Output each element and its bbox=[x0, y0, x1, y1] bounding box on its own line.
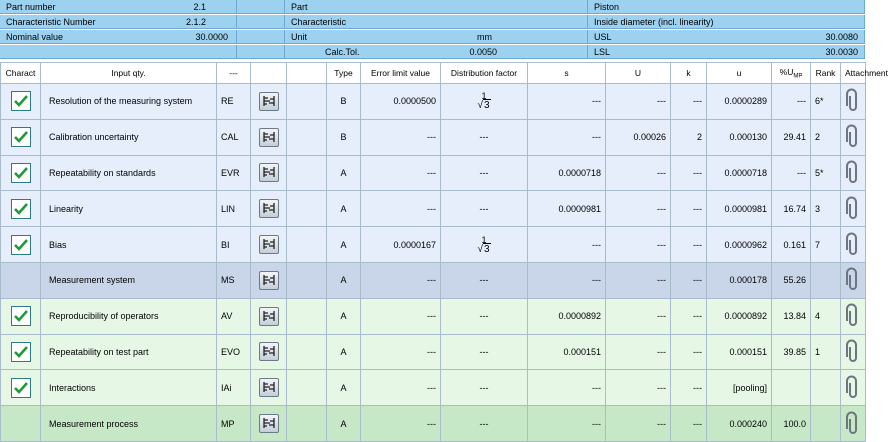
paperclip-icon[interactable] bbox=[846, 196, 860, 222]
attachment-cell[interactable] bbox=[841, 84, 866, 120]
u-cell: 0.0000289 bbox=[707, 84, 772, 120]
graph-button-cell[interactable] bbox=[251, 119, 287, 155]
input-qty-abbr: RE bbox=[217, 84, 251, 120]
distribution-cell bbox=[441, 227, 528, 263]
error-limit-cell: --- bbox=[361, 298, 441, 334]
sqrt3-fraction bbox=[477, 235, 490, 255]
distribution-cell: --- bbox=[441, 370, 528, 406]
error-limit-cell: --- bbox=[361, 155, 441, 191]
u-cell: [pooling] bbox=[707, 370, 772, 406]
rank-cell: 7 bbox=[811, 227, 841, 263]
checkbox[interactable] bbox=[11, 199, 31, 219]
chart-icon bbox=[262, 380, 276, 394]
paperclip-icon[interactable] bbox=[846, 375, 860, 401]
u-cell: 0.000151 bbox=[707, 334, 772, 370]
k-cell: --- bbox=[671, 84, 707, 120]
table-row bbox=[1, 334, 866, 370]
s-cell: --- bbox=[528, 84, 606, 120]
u-cell: 0.0000981 bbox=[707, 191, 772, 227]
k-cell: --- bbox=[671, 406, 707, 442]
input-qty-name: Repeatability on standards bbox=[41, 155, 217, 191]
table-row bbox=[1, 119, 866, 155]
col-pct[interactable]: $\%U_{MP}$ bbox=[772, 63, 811, 84]
col-U[interactable]: U bbox=[606, 63, 671, 84]
s-cell: --- bbox=[528, 227, 606, 263]
U-cell: --- bbox=[606, 370, 671, 406]
paperclip-icon[interactable] bbox=[846, 88, 860, 114]
graph-button-cell[interactable] bbox=[251, 227, 287, 263]
table-row bbox=[1, 227, 866, 263]
calctol-label: Calc.Tol. 0.0050 bbox=[285, 45, 588, 59]
graph-button[interactable] bbox=[259, 414, 279, 433]
s-cell: --- bbox=[528, 370, 606, 406]
graph-button-cell[interactable] bbox=[251, 334, 287, 370]
pct-cell: 29.41 bbox=[772, 119, 811, 155]
s-cell: --- bbox=[528, 119, 606, 155]
charact-cell[interactable] bbox=[1, 84, 41, 120]
rank-cell bbox=[811, 370, 841, 406]
u-cell: 0.000178 bbox=[707, 262, 772, 298]
chart-icon bbox=[262, 273, 276, 287]
paperclip-icon[interactable] bbox=[846, 411, 860, 437]
k-cell: --- bbox=[671, 370, 707, 406]
table-row bbox=[1, 191, 866, 227]
distribution-cell: --- bbox=[441, 406, 528, 442]
type-cell: A bbox=[327, 334, 361, 370]
radical-sign: √ bbox=[477, 243, 483, 255]
rank-cell: 6* bbox=[811, 84, 841, 120]
graph-button-cell[interactable] bbox=[251, 191, 287, 227]
checkbox[interactable] bbox=[11, 163, 31, 183]
U-cell: --- bbox=[606, 262, 671, 298]
distribution-cell: --- bbox=[441, 334, 528, 370]
checkbox[interactable] bbox=[11, 235, 31, 255]
graph-button-cell[interactable] bbox=[251, 406, 287, 442]
fraction-numerator: 1 bbox=[481, 234, 487, 245]
U-cell: --- bbox=[606, 191, 671, 227]
pct-cell: 0.161 bbox=[772, 227, 811, 263]
chart-icon bbox=[262, 165, 276, 179]
s-cell: --- bbox=[528, 406, 606, 442]
table-row bbox=[1, 406, 866, 442]
rank-cell: 2 bbox=[811, 119, 841, 155]
s-cell: 0.000151 bbox=[528, 334, 606, 370]
col-attachment[interactable]: Attachment bbox=[841, 63, 866, 84]
graph-button-cell[interactable] bbox=[251, 84, 287, 120]
input-qty-name: Linearity bbox=[41, 191, 217, 227]
col-s[interactable]: s bbox=[528, 63, 606, 84]
radical-sign: √ bbox=[477, 100, 483, 112]
input-qty-name: Repeatability on test part bbox=[41, 334, 217, 370]
graph-button[interactable] bbox=[259, 199, 279, 218]
k-cell: --- bbox=[671, 227, 707, 263]
input-qty-name: Reproducibility of operators bbox=[41, 298, 217, 334]
checkbox[interactable] bbox=[11, 378, 31, 398]
part-label: Part bbox=[285, 0, 588, 14]
error-limit-cell: --- bbox=[361, 370, 441, 406]
charact-cell[interactable] bbox=[1, 298, 41, 334]
type-cell: B bbox=[327, 119, 361, 155]
table-row bbox=[1, 262, 866, 298]
blank-cell bbox=[287, 370, 327, 406]
blank-cell bbox=[287, 262, 327, 298]
charact-cell[interactable] bbox=[1, 155, 41, 191]
attachment-cell[interactable] bbox=[841, 334, 866, 370]
U-cell: --- bbox=[606, 406, 671, 442]
U-cell: --- bbox=[606, 298, 671, 334]
graph-button[interactable] bbox=[259, 92, 279, 111]
nominal-label: Nominal value 30.0000 bbox=[0, 30, 237, 44]
col-button bbox=[251, 63, 287, 84]
s-cell: --- bbox=[528, 262, 606, 298]
u-cell: 0.0000718 bbox=[707, 155, 772, 191]
checkbox[interactable] bbox=[11, 306, 31, 326]
blank-cell bbox=[287, 334, 327, 370]
rank-cell: 1 bbox=[811, 334, 841, 370]
paperclip-icon[interactable] bbox=[846, 267, 860, 293]
chart-icon bbox=[262, 237, 276, 251]
checkbox[interactable] bbox=[11, 342, 31, 362]
error-limit-cell: --- bbox=[361, 334, 441, 370]
distribution-cell: --- bbox=[441, 191, 528, 227]
checkbox[interactable] bbox=[11, 127, 31, 147]
input-qty-name: Measurement process bbox=[41, 406, 217, 442]
rank-cell bbox=[811, 262, 841, 298]
error-limit-cell: 0.0000500 bbox=[361, 84, 441, 120]
paperclip-icon[interactable] bbox=[846, 124, 860, 150]
blank-cell bbox=[287, 191, 327, 227]
part-number-label: Part number 2.1 bbox=[0, 0, 237, 14]
fraction-denominator bbox=[477, 245, 490, 255]
usl-value: 30.0080 bbox=[825, 32, 858, 42]
header-spacer bbox=[237, 30, 285, 44]
fraction-denominator bbox=[477, 101, 490, 111]
pct-cell: --- bbox=[772, 155, 811, 191]
charact-cell[interactable] bbox=[1, 262, 41, 298]
col-error-limit[interactable]: Error limit value bbox=[361, 63, 441, 84]
distribution-cell bbox=[441, 84, 528, 120]
U-cell: --- bbox=[606, 334, 671, 370]
s-cell: 0.0000718 bbox=[528, 155, 606, 191]
blank-cell bbox=[287, 406, 327, 442]
U-cell: --- bbox=[606, 84, 671, 120]
attachment-cell[interactable] bbox=[841, 191, 866, 227]
attachment-cell[interactable] bbox=[841, 119, 866, 155]
pct-cell: 13.84 bbox=[772, 298, 811, 334]
graph-button[interactable] bbox=[259, 235, 279, 254]
graph-button[interactable] bbox=[259, 128, 279, 147]
pct-cell: 55.26 bbox=[772, 262, 811, 298]
blank-cell bbox=[287, 119, 327, 155]
rank-cell: 4 bbox=[811, 298, 841, 334]
input-qty-abbr: LIN bbox=[217, 191, 251, 227]
chart-icon bbox=[262, 201, 276, 215]
charact-cell[interactable] bbox=[1, 406, 41, 442]
type-cell: A bbox=[327, 191, 361, 227]
type-cell: A bbox=[327, 298, 361, 334]
type-cell: A bbox=[327, 155, 361, 191]
charact-cell[interactable] bbox=[1, 334, 41, 370]
charact-cell[interactable] bbox=[1, 370, 41, 406]
col-input[interactable]: Input qty. bbox=[41, 63, 217, 84]
k-cell: 2 bbox=[671, 119, 707, 155]
table-header-row bbox=[1, 63, 866, 84]
type-cell: B bbox=[327, 84, 361, 120]
input-qty-abbr: AV bbox=[217, 298, 251, 334]
characteristic-label: Characteristic bbox=[285, 15, 588, 29]
input-qty-abbr: IAi bbox=[217, 370, 251, 406]
header-spacer bbox=[0, 45, 237, 59]
distribution-cell: --- bbox=[441, 155, 528, 191]
col-blank bbox=[287, 63, 327, 84]
radicand: 3 bbox=[483, 243, 490, 255]
calctol-value: 0.0050 bbox=[469, 47, 497, 57]
graph-button[interactable] bbox=[259, 163, 279, 182]
header-panel bbox=[0, 0, 865, 60]
paperclip-icon[interactable] bbox=[846, 232, 860, 258]
attachment-cell[interactable] bbox=[841, 155, 866, 191]
pct-cell: 39.85 bbox=[772, 334, 811, 370]
blank-cell bbox=[287, 298, 327, 334]
attachment-cell[interactable] bbox=[841, 298, 866, 334]
u-cell: 0.000130 bbox=[707, 119, 772, 155]
nominal-value: 30.0000 bbox=[195, 32, 228, 42]
pct-cell: 16.74 bbox=[772, 191, 811, 227]
chart-icon bbox=[262, 130, 276, 144]
table-row bbox=[1, 84, 866, 120]
graph-button[interactable] bbox=[259, 307, 279, 326]
rank-cell: 3 bbox=[811, 191, 841, 227]
paperclip-icon[interactable] bbox=[846, 160, 860, 186]
type-cell: A bbox=[327, 370, 361, 406]
sqrt3-fraction bbox=[477, 91, 490, 111]
attachment-cell[interactable] bbox=[841, 406, 866, 442]
part-number-value: 2.1 bbox=[193, 2, 206, 12]
characteristic-value: Inside diameter (incl. linearity) bbox=[588, 15, 865, 29]
graph-button-cell[interactable] bbox=[251, 370, 287, 406]
graph-button-cell[interactable] bbox=[251, 262, 287, 298]
attachment-cell[interactable] bbox=[841, 262, 866, 298]
graph-button[interactable] bbox=[259, 378, 279, 397]
part-value: Piston bbox=[588, 0, 865, 14]
error-limit-cell: --- bbox=[361, 262, 441, 298]
s-cell: 0.0000892 bbox=[528, 298, 606, 334]
distribution-cell: --- bbox=[441, 298, 528, 334]
input-qty-abbr: CAL bbox=[217, 119, 251, 155]
col-distribution[interactable]: Distribution factor bbox=[441, 63, 528, 84]
blank-cell bbox=[287, 155, 327, 191]
table-row bbox=[1, 155, 866, 191]
blank-cell bbox=[287, 84, 327, 120]
charact-cell[interactable] bbox=[1, 119, 41, 155]
input-qty-abbr: EVR bbox=[217, 155, 251, 191]
type-cell: A bbox=[327, 406, 361, 442]
char-number-value: 2.1.2 bbox=[185, 17, 206, 27]
lsl-label: LSL 30.0030 bbox=[588, 45, 865, 59]
lsl-value: 30.0030 bbox=[825, 47, 858, 57]
distribution-cell: --- bbox=[441, 119, 528, 155]
U-cell: --- bbox=[606, 227, 671, 263]
input-qty-abbr: MP bbox=[217, 406, 251, 442]
input-qty-name: Bias bbox=[41, 227, 217, 263]
pct-cell: 100.0 bbox=[772, 406, 811, 442]
input-qty-name: Measurement system bbox=[41, 262, 217, 298]
u-cell: 0.0000962 bbox=[707, 227, 772, 263]
k-cell: --- bbox=[671, 334, 707, 370]
attachment-cell[interactable] bbox=[841, 370, 866, 406]
radicand: 3 bbox=[483, 100, 490, 112]
chart-icon bbox=[262, 309, 276, 323]
table-row bbox=[1, 370, 866, 406]
chart-icon bbox=[262, 94, 276, 108]
usl-label: USL 30.0080 bbox=[588, 30, 865, 44]
type-cell: A bbox=[327, 227, 361, 263]
col-rank[interactable]: Rank bbox=[811, 63, 841, 84]
graph-button[interactable] bbox=[259, 342, 279, 361]
col-abbr[interactable]: --- bbox=[217, 63, 251, 84]
error-limit-cell: --- bbox=[361, 119, 441, 155]
graph-button-cell[interactable] bbox=[251, 155, 287, 191]
graph-button-cell[interactable] bbox=[251, 298, 287, 334]
header-spacer bbox=[237, 15, 285, 29]
input-qty-name: Resolution of the measuring system bbox=[41, 84, 217, 120]
type-cell: A bbox=[327, 262, 361, 298]
fraction-numerator: 1 bbox=[481, 91, 487, 102]
uncertainty-table bbox=[0, 62, 888, 442]
s-cell: 0.0000981 bbox=[528, 191, 606, 227]
table-row bbox=[1, 298, 866, 334]
col-k[interactable]: k bbox=[671, 63, 707, 84]
rank-cell bbox=[811, 406, 841, 442]
col-type[interactable]: Type bbox=[327, 63, 361, 84]
k-cell: --- bbox=[671, 191, 707, 227]
distribution-cell: --- bbox=[441, 262, 528, 298]
input-qty-name: Calibration uncertainty bbox=[41, 119, 217, 155]
k-cell: --- bbox=[671, 298, 707, 334]
header-spacer bbox=[237, 0, 285, 14]
chart-icon bbox=[262, 344, 276, 358]
checkbox[interactable] bbox=[11, 91, 31, 111]
unit-value: mm bbox=[477, 32, 492, 42]
pct-cell: --- bbox=[772, 84, 811, 120]
error-limit-cell: --- bbox=[361, 191, 441, 227]
input-qty-name: Interactions bbox=[41, 370, 217, 406]
blank-cell bbox=[287, 227, 327, 263]
charact-cell[interactable] bbox=[1, 191, 41, 227]
paperclip-icon[interactable] bbox=[846, 339, 860, 365]
graph-button[interactable] bbox=[259, 271, 279, 290]
u-cell: 0.000240 bbox=[707, 406, 772, 442]
U-cell: --- bbox=[606, 155, 671, 191]
input-qty-abbr: EVO bbox=[217, 334, 251, 370]
U-cell: 0.00026 bbox=[606, 119, 671, 155]
k-cell: --- bbox=[671, 155, 707, 191]
charact-cell[interactable] bbox=[1, 227, 41, 263]
unit-label: Unit mm bbox=[285, 30, 588, 44]
header-spacer bbox=[237, 45, 285, 59]
attachment-cell[interactable] bbox=[841, 227, 866, 263]
k-cell: --- bbox=[671, 262, 707, 298]
chart-icon bbox=[262, 416, 276, 430]
input-qty-abbr: BI bbox=[217, 227, 251, 263]
error-limit-cell: --- bbox=[361, 406, 441, 442]
input-qty-abbr: MS bbox=[217, 262, 251, 298]
char-number-label: Characteristic Number 2.1.2 bbox=[0, 15, 237, 29]
col-charact[interactable]: Charact bbox=[1, 63, 41, 84]
pct-cell bbox=[772, 370, 811, 406]
u-cell: 0.0000892 bbox=[707, 298, 772, 334]
col-u[interactable]: u bbox=[707, 63, 772, 84]
rank-cell: 5* bbox=[811, 155, 841, 191]
error-limit-cell: 0.0000167 bbox=[361, 227, 441, 263]
paperclip-icon[interactable] bbox=[846, 303, 860, 329]
